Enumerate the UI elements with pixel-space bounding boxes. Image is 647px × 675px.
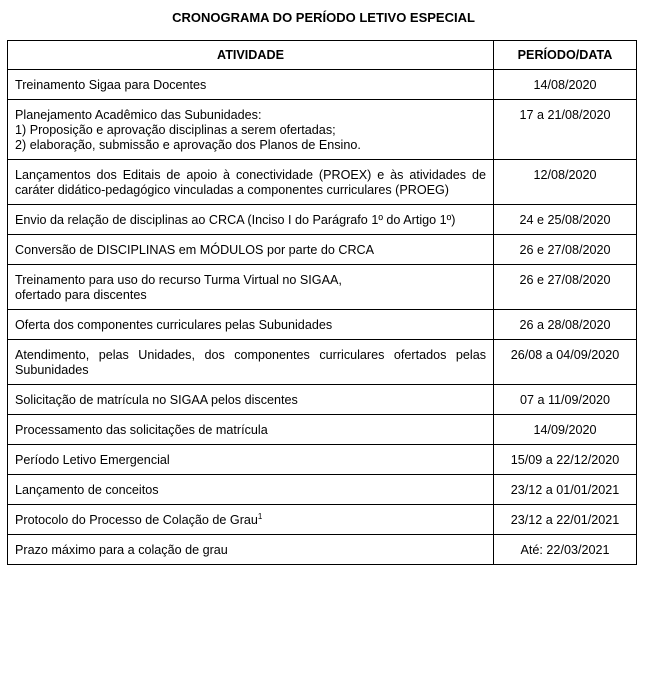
table-header-row (8, 41, 637, 70)
table-row (8, 235, 637, 265)
table-row (8, 265, 637, 310)
period-cell: 23/12 a 01/01/2021 (494, 475, 637, 505)
period-column-header: PERÍODO/DATA (494, 41, 637, 70)
activity-cell (8, 205, 494, 235)
table-row (8, 385, 637, 415)
table-row (8, 535, 637, 565)
activity-cell (8, 70, 494, 100)
activity-text: Lançamentos dos Editais de apoio à conectividade (PROEX) e às atividades de caráter didático-pedagógico vinculadas a componentes curriculares (PROEG) (15, 168, 486, 197)
table-row (8, 340, 637, 385)
period-cell: 24 e 25/08/2020 (494, 205, 637, 235)
table-row (8, 415, 637, 445)
period-cell: 14/08/2020 (494, 70, 637, 100)
activity-text: Processamento das solicitações de matrícula (15, 423, 268, 437)
schedule-table (7, 40, 637, 565)
table-row (8, 100, 637, 160)
period-cell: 26 a 28/08/2020 (494, 310, 637, 340)
table-row (8, 505, 637, 535)
activity-cell (8, 265, 494, 310)
footnote-marker: 1 (257, 512, 263, 521)
activity-text: Conversão de DISCIPLINAS em MÓDULOS por parte do CRCA (15, 243, 375, 257)
table-row (8, 445, 637, 475)
activity-text: Planejamento Acadêmico das Subunidades: (15, 108, 262, 122)
activity-cell (8, 445, 494, 475)
period-cell: 23/12 a 22/01/2021 (494, 505, 637, 535)
activity-cell (8, 505, 494, 535)
activity-cell (8, 385, 494, 415)
activity-text: Envio da relação de disciplinas ao CRCA (Inciso I do Parágrafo 1º do Artigo 1º) (15, 213, 456, 227)
period-cell: 14/09/2020 (494, 415, 637, 445)
activity-text: 1) Proposição e aprovação disciplinas a serem ofertadas; (15, 123, 336, 137)
period-cell: 12/08/2020 (494, 160, 637, 205)
period-cell: 17 a 21/08/2020 (494, 100, 637, 160)
activity-cell (8, 340, 494, 385)
activity-text: Solicitação de matrícula no SIGAA pelos discentes (15, 393, 298, 407)
activity-text: Protocolo do Processo de Colação de Grau (15, 513, 258, 527)
period-cell: 26 e 27/08/2020 (494, 235, 637, 265)
activity-cell (8, 310, 494, 340)
schedule-body (8, 70, 637, 565)
table-row (8, 205, 637, 235)
period-cell: Até: 22/03/2021 (494, 535, 637, 565)
activity-text: Lançamento de conceitos (15, 483, 159, 497)
activity-text: 2) elaboração, submissão e aprovação dos Planos de Ensino. (15, 138, 361, 152)
activity-cell (8, 160, 494, 205)
activity-text: Treinamento Sigaa para Docentes (15, 78, 207, 92)
activity-text: Oferta dos componentes curriculares pelas Subunidades (15, 318, 333, 332)
document-title: CRONOGRAMA DO PERÍODO LETIVO ESPECIAL (172, 10, 475, 25)
table-row (8, 70, 637, 100)
activity-text: Período Letivo Emergencial (15, 453, 170, 467)
period-cell: 26 e 27/08/2020 (494, 265, 637, 310)
table-row (8, 475, 637, 505)
period-cell: 07 a 11/09/2020 (494, 385, 637, 415)
activity-cell (8, 535, 494, 565)
activity-text: ofertado para discentes (15, 288, 147, 302)
activity-cell (8, 100, 494, 160)
activity-text: Treinamento para uso do recurso Turma Virtual no SIGAA, (15, 273, 342, 287)
activity-cell (8, 475, 494, 505)
activity-cell (8, 235, 494, 265)
activity-column-header: ATIVIDADE (8, 41, 494, 70)
activity-cell (8, 415, 494, 445)
activity-text: Atendimento, pelas Unidades, dos componentes curriculares ofertados pelas Subunidades (15, 348, 486, 377)
period-cell: 15/09 a 22/12/2020 (494, 445, 637, 475)
table-row (8, 310, 637, 340)
table-row (8, 160, 637, 205)
period-cell: 26/08 a 04/09/2020 (494, 340, 637, 385)
activity-text: Prazo máximo para a colação de grau (15, 543, 228, 557)
